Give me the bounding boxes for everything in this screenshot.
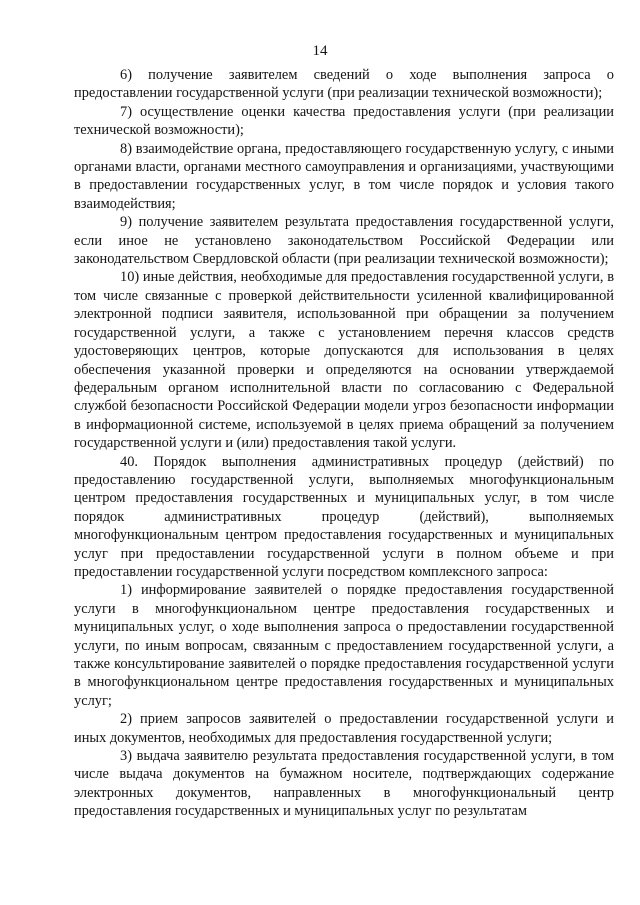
paragraph-subitem-3: 3) выдача заявителю результата предоставления государственной услуги, в том числе выдача документов на бумажном носителе, подтверждающих содержание электронных документов, направленных в многофункциональный центр предоставления государственных и муниципальных услуг по результатам: [74, 748, 614, 820]
paragraph-item-10: 10) иные действия, необходимые для предоставления государственной услуги, в том числе связанные с проверкой действительности усиленной квалифицированной электронной подписи заявителя, использованной при обращении за получением государственной услуги, а также с установлением перечня классов средств удостоверяющих центров, которые допускаются для использования в целях обеспечения указанной проверки и определяются на основании утверждаемой федеральным органом исполнительной власти по согласованию с Федеральной службой безопасности Российской Федерации модели угроз безопасности информации в информационной системе, используемой в целях приема обращений за получением государственной услуги и (или) предоставления такой услуги.: [74, 269, 614, 452]
document-body: [74, 66, 614, 821]
paragraph-subitem-2: 2) прием запросов заявителей о предоставлении государственной услуги и иных документов, необходимых для предоставления государственной услуги;: [74, 711, 614, 746]
page-number: 14: [312, 43, 328, 59]
paragraph-item-7: 7) осуществление оценки качества предоставления услуги (при реализации технической возможности);: [74, 103, 614, 139]
paragraph-item-8: 8) взаимодействие органа, предоставляющего государственную услугу, с иными органами власти, органами местного самоуправления и организациями, участвующими в предоставлении государственных услуг, в том числе порядок и условия такого взаимодействия;: [74, 140, 614, 212]
paragraph-subitem-1: 1) информирование заявителей о порядке предоставления государственной услуги в многофункциональном центре предоставления государственных и муниципальных услуг, о ходе выполнения запроса о предоставлении государственной услуги, по иным вопросам, связанным с предоставлением государственной услуги, а также консультирование заявителей о порядке предоставления государственной услуги в многофункциональном центре предоставления государственных и муниципальных услуг;: [74, 582, 614, 709]
paragraph-section-40: 40. Порядок выполнения административных процедур (действий) по предоставлению государственной услуги, выполняемых многофункциональным центром предоставления государственных и муниципальных услуг, в том числе порядок административных процедур (действий), выполняемых многофункциональным центром предоставления государственных и муниципальных услуг при предоставлении государственной услуги в полном объеме и при предоставлении государственной услуги посредством комплексного запроса:: [74, 453, 614, 580]
paragraph-item-9: 9) получение заявителем результата предоставления государственной услуги, если иное не установлено законодательством Российской Федерации или законодательством Свердловской области (при реализации технической возможности);: [74, 214, 614, 268]
paragraph-item-6: 6) получение заявителем сведений о ходе выполнения запроса о предоставлении государственной услуги (при реализации технической возможности);: [74, 67, 614, 102]
